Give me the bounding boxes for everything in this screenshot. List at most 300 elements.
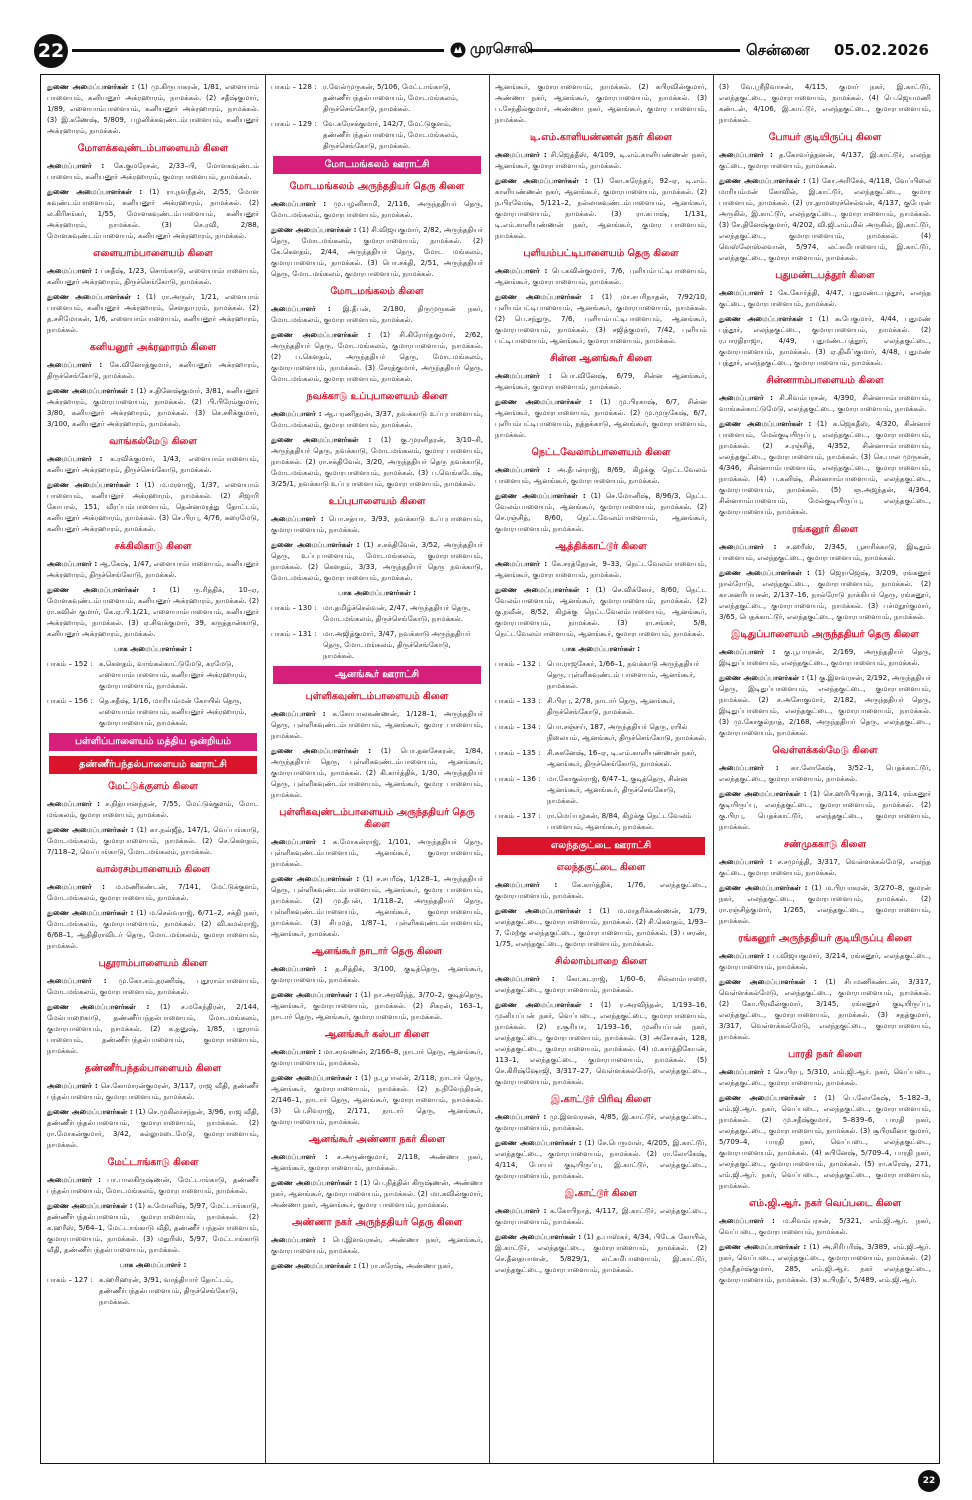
office-bearer-entry [271,963,483,985]
branch-heading: மேட்டுக்குளம் கிளை [108,781,198,792]
member-details: க.கோபாலகண்ணன், 1/128–1, அருந்ததியர் தெரு, புள்ளிகவுண்டம்பாளையம், ஆனங்கூர், குமார பாளையம், நாமக்கல். [271,709,483,740]
member-details: (1) ச.மகேந்திரன், 2/144, மேல்பாறைகாடு, தண்ணீர்பந்தல்பாளையம், மோடமங்கலம், குமாரபாளையம், நாமக்கல். (2) க.தனுஷ், 1/85, புதூராம் பாளையம், தண்ணீர்பந்தல்பாளையம், குமாரபாளையம், நாமக்கல். [47,1002,259,1055]
role-label: அமைப்பாளர் : [271,304,331,313]
booth-agent-text: க.ஹரிஹரன், 3/91, வாத்தியார் தோட்டம், தண்ணீர்பந்தல்பாளையம், திருச்செங்கோடு, நாமக்கல். [99,1275,238,1306]
booth-agents-subheading: பாக அமைப்பாளர்கள் : [338,588,416,597]
role-label: துணை அமைப்பாளர்கள் : [271,874,360,883]
member-details: ச.அருண்குமார், 2/118, அண்ணா நகர், ஆனங்கூர், குமாரபாளையம், நாமக்கல். [271,1152,483,1172]
office-bearer-entry [495,81,707,125]
member-details: மு.இளவரசன், 4/85, இ.காட்டூர், எலந்தகுட்டை, குமாரபாளையம், நாமக்கல். [495,1112,707,1132]
role-label: துணை அமைப்பாளர்கள் : [47,82,135,91]
paper-name: முரசொலி [470,41,533,57]
member-details: இ.தீபன், 2/180, திருமுருகன் நகர், மோடமங்கலம், குமாரபாளையம், நாமக்கல். [271,304,483,324]
column-3 [495,81,707,1457]
member-details: ச.நித்யானந்தன், 7/55, மேட்டுக்குளம், மோட மங்கலம், குமாரபாளையம், நாமக்கல். [47,799,259,819]
role-label: அமைப்பாளர் : [47,799,101,808]
member-details: ச.சமுர்த்தி, 3/317, வெள்ளக்கல்மேடு, எலந்த குட்டை, குமாரபாளையம், நாமக்கல். [719,857,931,877]
role-label: அமைப்பாளர் : [495,1206,547,1215]
member-details: கே.வினோத்குமார், கனியனூர் அக்ரஹாரம், திருச்செங்கோடு, நாமக்கல். [47,360,259,380]
branch-heading: தண்ணீர்பந்தல்பாளையம் கிளை [84,1063,222,1074]
member-details: (1) க.மோனிஷ், 5/97, மேட்டாங்காடு, தண்ணீர்பந்தல்பாளையம், குமாரபாளையம், நாமக்கல். (2) க.ஹரீஸ், 5/64–1, மேட்டாங்காடு வீதி, தண்ணீர் பந்தல்பாளையம், குமாரபாளையம், நாமக்கல். (3) மதுரிஸ், 5/97, மேட்டாங்காடு வீதி, தண்ணீர்பந்தல்பாளையம், நாமக்கல். [47,1201,259,1254]
office-bearer-entry [47,186,259,241]
booth-entry [271,628,483,661]
branch-heading: புதுமண்டபத்தூர் கிளை [775,270,875,281]
branch-heading: சக்கிலிகாடு கிளை [114,541,192,552]
newspaper-logo-icon [450,42,466,58]
branch-heading: நெட்டவேலாம்பாளையம் கிளை [531,447,671,458]
member-details: (1) ம.மரளாஜ், 1/37, எளையாம் பாளையம், கனியனூர் அக்ரஹாரம், நாமக்கல். (2) சிஜாரி கோபால், 151, வீரப்பம்பாளையம், தென்னமரத்து தோட்டம், கனியனூர் அக்ரஹாரம், நாமக்கல். (3) செ.பிரபு, 4/76, கரைமேடு, கனியனூர் அக்ரஹாரம், நாமக்கல். [47,480,259,533]
branch-heading: மோடமங்கலம் அருந்ததியர் தெரு கிளை [289,181,465,192]
office-bearer-entry [271,989,483,1022]
masthead [22,34,950,68]
booth-agents-subheading: பாக அமைப்பாளர்கள் : [114,644,192,653]
member-details: ஆ.பரணிதரன், 3/37, நவக்காடு உப்புபாளையம், மோடமங்கலம், குமாரபாளையம், நாமக்கல். [271,409,483,429]
branch-heading: வால்ரசம்பாளையம் கிளை [96,864,210,875]
booth-agent-text: தெ.சதீஷ், 1/16, மாரியம்மன் கோயில் தெரு, எளையாம்பாளையம், கனியனூர் அக்ரஹாரம், குமாரபாளையம், நாமக்கல். [99,696,247,727]
office-bearer-entry [495,1231,707,1275]
page-number-badge: 22 [34,34,68,68]
office-bearer-entry [719,672,931,738]
section-banner: எலந்தகுட்டை ஊராட்சி [497,837,705,855]
branch-heading: புளியம்பட்டிபாளையம் தெரு கிளை [523,248,679,259]
member-details: ப.விஜயகுமார், 3/214, ரங்கனூர், எலந்தகுட்டை, குமாரபாளையம், நாமக்கல். [719,951,931,971]
booth-number: பாகம் – 134 : [495,722,541,731]
member-details: (1) நா.அரவிந்த், 3/70–2, குடித்தெரு, ஆனங்கூர், குமாரபாளையம், நாமக்கல். (2) சிகரன், 163–1, நாடார் தெரு, ஆனங்கூர், குமாரபாளையம், நாமக்கல். [271,990,483,1021]
member-details: பொ.வினேஷ், 6/79, சின்ன ஆனங்கூர், ஆனங்கூர், குமாரபாளையம், நாமக்கல். [495,371,707,391]
role-label: துணை அமைப்பாளர்கள் : [271,990,358,999]
member-details: செ.பிரபு, 5/310, எம்.ஜி.ஆர். நகர், வெப்படை, எலந்தகுட்டை, குமாரபாளையம், நாமக்கல். [719,1067,931,1087]
branch-heading: இ.காட்டூர் பிரிவு கிளை [550,1094,652,1105]
office-bearer-entry [47,479,259,534]
office-bearer-entry [719,541,931,563]
role-label: துணை அமைப்பாளர்கள் : [495,585,589,594]
member-details: (1) ரா.கரேஷ், அண்ணா நகர், [358,1261,454,1270]
branch-heading: இ.காட்டூர் கிளை [564,1188,638,1199]
role-label: அமைப்பாளர் : [47,882,106,891]
role-label: அமைப்பாளர் : [495,974,555,983]
branch-heading: சில்லாம்பாறை கிளை [555,956,647,967]
role-label: துணை அமைப்பாளர்கள் : [47,1107,133,1116]
role-label: துணை அமைப்பாளர்கள் : [271,1073,358,1082]
role-label: துணை அமைப்பாளர்கள் : [495,397,593,406]
office-bearer-entry [271,224,483,279]
office-bearer-entry [495,558,707,580]
office-bearer-entry [495,1137,707,1181]
member-details: ஆ.கேஷ், 1/47, எளையாம்பாளையம், கனியனூர் அக்ரஹாரம், திருச்செங்கோடு, நாமக்கல். [47,559,259,579]
role-label: அமைப்பாளர் : [495,880,558,889]
office-bearer-entry [719,1092,931,1191]
role-label: அமைப்பாளர் : [47,1081,98,1090]
booth-number: பாகம் – 129 : [271,119,317,128]
booth-agent-text: ர.வேல்முருகன், 5/106, மேட்டாங்காடு, தண்ணீர்பந்தல்பாளையம், மோடமங்கலம், திருச்செங்கோடு, நாமக்கல். [323,82,459,113]
member-details: (1) மு.கிருபாகரன், 1/81, எளையாம் பாளையம், கனியனூர் அக்ரஹாரம், நாமக்கல். (2) சதீஷ்குமார், 1/89, எளையாம்பாளையம், கனியனூர் அக்ரஹாரம், நாமக்கல். (3) இ.கணேஷ், 5/809, பழனிக்கவுண்டம்பாளையம், கனியனூர் அக்ரஹாரம், நாமக்கல். [47,82,259,135]
office-bearer-entry [719,392,931,414]
member-details: (1) ம.மாதரிக்கண்ணன், 1/79, எலந்தகுட்டை, குமாரபாளையம், நாமக்கல். (2) சி.கௌதம், 1/93–7, மேற்கு எலந்தகுட்டை, குமாரபாளையம், நாமக்கல். (3) பசரண், 1/75, எலந்தகுட்டை, குமாரபாளையம், நாமக்கல். [495,906,707,948]
column-1 [47,81,259,1457]
branch-heading: போயர் குடியிருப்பு கிளை [768,132,882,143]
office-bearer-entry [47,359,259,381]
office-bearer-entry [719,856,931,878]
member-details: (1) ச.சக்திவேல், 3/52, அருந்ததியர் தெரு, உப்புபாளையம், மோடமங்கலம், குமாரபாளையம், நாமக்கல். (2) கௌதம், 3/33, அருந்ததியர் தெரு நவக்காடு, மோடமங்கலம், குமாரபாளையம், நாமக்கல். [271,540,483,582]
office-bearer-entry [719,287,931,309]
member-details: பொ.சத்யா, 3/93, நவக்காடு உப்புபாளையம், குமாரபாளையம், நாமக்கல். [271,514,483,534]
role-label: அமைப்பாளர் : [719,647,776,656]
branch-heading: ரங்கனூர் அருந்ததியர் குடியிருப்பு கிளை [738,933,912,944]
member-details: (1) சே.பெருமாள், 4/205, இ.காட்டூர், எலந்தகுட்டை, குமாரபாளையம், நாமக்கல். (2) ரா.லோகேஷ், 4/114, போயர் குடியிருப்பு, இ.காட்டூர், எலந்தகுட்டை, குமாரபாளையம், நாமக்கல். [495,1138,707,1180]
branch-heading: சின்னாாம்பாளையம் கிளை [766,375,884,386]
office-bearer-entry [271,303,483,325]
member-details: ச.ஹரீஸ், 2/345, பூசாரிக்காடு, இடிதும் பாளையம், எலந்தகுட்டை, குமாரபாளையம், நாமக்கல். [719,542,931,562]
role-label: துணை அமைப்பாளர்கள் : [719,314,813,323]
booth-number: பாகம் – 130 : [271,603,317,612]
booth-entry [47,695,259,728]
office-bearer-entry [719,1241,931,1285]
role-label: துணை அமைப்பாளர்கள் : [271,435,372,444]
member-details: மு.பழனிசாமி, 2/116, அருந்ததியர் தெரு, மோடமங்கலம், குமாரபாளையம், நாமக்கல். [271,199,483,219]
role-label: துணை அமைப்பாளர்கள் : [495,906,592,915]
member-details: (1) ரு.ரித்திக், 10–ஏ, மோளகவுண்டம்பாளையம், கனியனூர் அக்ரஹாரம், நாமக்கல். (2) ரா.கவின் குமார், கே.ஏ.பி.1/21, எளையாம்பாளையம், கனியனூர் அக்ரஹாரம், நாமக்கல். (3) ஏ.சிவக்குமார், 39, கருத்தான்காடு, கனியனூர் அக்ரஹாரம், நாமக்கல். [47,585,259,638]
role-label: துணை அமைப்பாளர்கள் : [47,187,143,196]
office-bearer-entry [47,975,259,997]
member-details: (1) கு.இளவரசன், 2/192, அருந்ததியர் தெரு, இடிதுப்பாளையம், எலந்தகுட்டை, குமாரபாளையம், நாமக்கல். (2) ச.அசோகுமார், 2/182, அருந்ததியர் தெரு, இடிதுப்பாளையம், எலந்தகுட்டை, குமாரபாளையம், நாமக்கல். (3) மு.கோகுல்நாத், 2/168, அருந்ததியர் தெரு, எலந்தகுட்டை, குமாரபாளையம், நாமக்கல். [719,673,931,737]
role-label: துணை அமைப்பாளர்கள் : [719,789,807,798]
booth-agent-text: பொ.சஞ்சய், 187, அருந்ததியர் தெரு, ரயில் நிலையம், ஆனங்கூர், திருச்செங்கோடு, நாமக்கல். [547,722,707,742]
role-label: அமைப்பாளர் : [719,150,773,159]
office-bearer-entry [271,1234,483,1256]
role-label: அமைப்பாளர் : [271,1047,322,1056]
branch-heading: ஆனங்கூர் நாடார் தெரு கிளை [311,946,443,957]
member-details: (3) வே.ஸ்ரீநிவாசன், 4/115, குமார் நகர், இ.காட்டூர், எலந்தகுட்டை, குமாரபாளையம், நாமக்கல். (4) பெ.ஜெயமணி கண்டன், 4/106, இ.காட்டூர், எலந்தகுட்டை, குமாரபாளையம், நாமக்கல். [719,82,931,124]
role-label: அமைப்பாளர் : [47,559,98,568]
member-details: (1) செ.மோனிஷ், 8/96/3, நெட்ட வேலம்பாளையம், ஆனங்கூர், குமாரபாளையம், நாமக்கல். (2) செ.ரஞ்சித், 8/60, நெட்டவேலம்பாளையம், ஆனங்கூர், குமாரபாளையம், நாமக்கல். [495,491,707,533]
member-details: (1) கோ.சுரேந்தர், 92–ஏ, டி.எம். காளியண்ணன் நகர், ஆனங்கூர், குமாரபாளையம், நாமக்கல். (2) ந.பிரவேஷ், 5/121–2, நல்லாகவுண்டம்பாளையம், ஆனங்கூர், குமாரபாளையம், நாமக்கல். (3) ரா.கபாஷ், 1/131, டி.எம்.காளியண்ணன் நகர், ஆனங்கூர், குமார பாளையம், நாமக்கல். [495,176,707,240]
role-label: அமைப்பாளர் : [719,393,774,402]
office-bearer-entry [271,873,483,939]
branch-heading: புள்ளிகவுண்டம்பாளையம் கிளை [305,691,449,702]
booth-entry [47,658,259,691]
article-frame [40,74,940,1464]
branch-heading: பாரதி நகர் கிளை [788,1049,862,1060]
office-bearer-entry [719,1066,931,1088]
role-label: அமைப்பாளர் : [47,360,103,369]
branch-heading: நவக்காடு உப்புபாளையம் கிளை [306,391,448,402]
office-bearer-entry [495,265,707,287]
role-label: துணை அமைப்பாளர்கள் : [47,480,139,489]
member-details: (1) கூபேகுமார், 4/44, புதுமண் புத்தூர், எலந்தகுட்டை, குமாரபாளையம், நாமக்கல். (2) ர.பாரதிராஜா, 4/49, புதுமண்டபத்தூர், எலந்தகுட்டை, குமாரபாளையம், நாமக்கல். (3) ஏ.திலீப்குமார், 4/48, புதுமண் புத்தூர், எலந்தகுட்டை, குமாரபாளையம், நாமக்கல். [719,314,931,367]
booth-entry [271,81,483,114]
role-label: அமைப்பாளர் : [719,1067,771,1076]
booth-agent-text: மா.தமிழ்ச்செல்வன், 2/47, அருந்ததியர் தெரு, மோடமங்கலம், திருச்செங்கோடு, நாமக்கல். [323,603,471,623]
office-bearer-entry [47,291,259,335]
role-label: துணை அமைப்பாளர்கள் : [271,746,372,755]
office-bearer-entry [271,434,483,489]
role-label: அமைப்பாளர் : [719,288,773,297]
booth-agent-text: க.கௌதம், வாங்கல்காட்டுமேடு, கரமேடு, எளையாம்பாளையம், கனியனூர் அக்ரஹாரம், குமாரபாளையம், நாமக்கல். [99,659,247,690]
role-label: துணை அமைப்பாளர்கள் : [495,176,588,185]
booth-entry [271,602,483,624]
role-label: அமைப்பாளர் : [719,951,770,960]
role-label: அமைப்பாளர் : [495,465,551,474]
booth-agent-text: பொ.ராஜசேகர், 1/66–1, நவக்காடு அருந்ததியர் தெரு, புள்ளிகவுண்டம் பாளையம், ஆனங்கூர், நாமக்கல். [547,659,700,690]
booth-agent-text: சி.பிரபு, 2/78, நாடார் தெரு, ஆனங்கூர், திருச்செங்கோடு, நாமக்கல். [547,696,676,716]
role-label: அமைப்பாளர் : [271,709,326,718]
edition-date: 05.02.2026 [834,41,929,59]
booth-agent-text: ரா.மெய்யழகன், 8/84, கிழக்கு நெட்டவேலம் பாளையம், ஆனங்கூர், நாமக்கல். [547,811,692,831]
member-details: பெ.கவின்குமார், 7/6, புளியம்பட்டிபாளையம், ஆனங்கூர், குமாரபாளையம், நாமக்கல். [495,266,707,286]
member-details: (1) ரா.நவநீதன், 2/55, மோள கவுண்டம்பாளையம், கனியனூர் அக்ரஹாரம், நாமக்கல். (2) ல.கிரிசங்கர், 1/55, மோளகவுண்டம்பாளையம், கனியனூர் அக்ரஹாரம், நாமக்கல். (3) செ.ரவி, 2/88, மோளகவுண்டம்பாளையம், கனியனூர் அக்ரஹாரம், நாமக்கல். [47,187,259,240]
member-details: (1) பெ.நித்தின் கிருஷ்ணன், அண்ணா நகர், ஆனங்கூர், குமாரபாளையம், நாமக்கல். (2) மா.கவின்குமார், அண்ணா நகர், ஆனங்கூர், குமார பாளையம், நாமக்கல். [271,1178,483,1209]
member-details: (1) பொ.தனசேகரன், 1/84, அருந்ததியர் தெரு, புள்ளிகவுண்டம்பாளையம், ஆனங்கூர், குமாரபாளையம், நாமக்கல். (2) கி.கார்த்திக், 1/30, அருந்ததியர் தெரு, புள்ளிகவுண்டம்பாளையம், ஆனங்கூர், குமார பாளையம், நாமக்கல். [271,746,483,799]
role-label: அமைப்பாளர் : [719,542,777,551]
column-4 [719,81,931,1457]
office-bearer-entry [47,798,259,820]
member-details: த.கோவர்த்தனன், 4/137, இ.காட்டூர், எலந்த குட்டை, குமாரபாளையம், நாமக்கல். [719,150,931,170]
member-details: கு.பூபாரசன், 2/169, அருந்ததியர் தெரு, இடிதுப்பாளையம், எலந்தகுட்டை, குமாரபாளையம், நாமக்கல். [719,647,931,667]
booth-number: பாகம் – 133 : [495,696,541,705]
office-bearer-entry [271,836,483,869]
booth-number: பாகம் – 156 : [47,696,93,705]
member-details: (1) மா.சபரிநாதன், 7/92/10, புளியம்பட்டிபாளையம், ஆனங்கூர், குமாரபாளையம், நாமக்கல். (2) பெ.சந்துரு, 7/6, புளியம்பட்டிபாளையம், ஆனங்கூர், குமாரபாளையம், நாமக்கல். (3) சஜித்குமார், 7/42, புளியம் பட்டிபாளையம், ஆனங்கூர், குமாரபாளையம், நாமக்கல். [495,292,707,345]
member-details: கோ.கடராஜ், 1/60–6, சில்லாம்பாறை, எலந்தகுட்டை, குமாரபாளையம், நாமக்கல். [495,974,707,994]
member-details: (1) சிபமணிகண்டன், 3/317, வெள்ளக்கல்மேடு, எலந்தகுட்டை, குமாரபாளையம், நாமக்கல். (2) கோ.பிரவீன்குமார், 3/145, ரங்கனூர் குடியிருப்பு, எலந்தகுட்டை, குமாரபாளையம், நாமக்கல். (3) சதத்குமார், 3/317, வெள்ளக்கல்மேடு, எலந்தகுட்டை, குமாரபாளையம், நாமக்கல். [719,977,931,1041]
role-label: துணை அமைப்பாளர்கள் : [719,977,817,986]
member-details: (1) ச.சபரீஷ், 1/128–1, அருந்ததியர் தெரு, புள்ளிகவுண்டம்பாளையம், ஆனங்கூர், குமார பாளையம், நாமக்கல். (2) மு.தீபன், 1/118–2, அருந்ததியர் தெரு, புள்ளிகவுண்டம்பாளையம், ஆனங்கூர், குமாரபாளையம், நாமக்கல். (3) சிபுமத், 1/87–1, புள்ளிகவுண்டம்பாளையம், ஆனங்கூர், நாமக்கல். [271,874,483,938]
role-label: அமைப்பாளர் : [271,964,327,973]
branch-heading: ரங்கனூர் கிளை [791,524,858,535]
office-bearer-entry [719,950,931,972]
office-bearer-entry [495,490,707,534]
role-label: அமைப்பாளர் : [271,514,324,523]
member-details: (1) கு.முரளிதரன், 3/10–சி, அருந்ததியர் தெரு, நவக்காடு, மோடமங்கலம், குமார பாளையம், நாமக்கல். (2) ரா.சக்திவேல், 3/20, அருந்ததியர் தெரு நவக்காடு, மோடமங்கலம், குமாரபாளையம், நாமக்கல். (3) ப.வெங்கடேஷ், 3/25/1, நவக்காடு உப்புபாளையம், குமாரபாளையம், நாமக்கல். [271,435,483,488]
role-label: துணை அமைப்பாளர்கள் : [47,585,156,594]
member-details: (1) ச.தினேஷ்குமார், 3/81, கனியனூர் அக்ரஹாரம், குமாரபாளையம், நாமக்கல். (2) பி.பிரேம்குமார், 3/80, கனியனூர் அக்ரஹாரம், நாமக்கல். (3) செ.சசிக்குமார், 3/100, கனியனூர் அக்ரஹாரம், நாமக்கல். [47,386,259,428]
role-label: துணை அமைப்பாளர்கள் : [271,540,360,549]
office-bearer-entry [271,1260,483,1271]
member-details: பா.பாலகிருஷ்ணன், மேட்டாங்காடு, தண்ணீர் பந்தல்பாளையம், மோடமங்கலம், குமாரபாளையம், நாமக்கல். [47,1175,259,1195]
role-label: துணை அமைப்பாளர்கள் : [495,292,594,301]
member-details: (1) ந.பூபாலன், 2/118, நாடார் தெரு, ஆனங்கூர், குமாரபாளையம், நாமக்கல். (2) ந.நிவேந்திரன், 2/146–1, நாடார் தெரு, ஆனங்கூர், குமாரபாளையம், நாமக்கல். (3) பெ.சிவராஜ், 2/171, நாடார் தெரு, ஆனங்கூர், குமாரபாளையம், நாமக்கல். [271,1073,483,1126]
office-bearer-entry [495,879,707,901]
member-details: சி.ஜெத்தீஸ், 4/109, டி.எம்.காளியண்ணன் நகர், ஆனங்கூர், குமாரபாளையம், நாமக்கல். [495,150,707,170]
booth-number: பாகம் – 137 : [495,811,541,820]
member-details: (1) சி.விஜயகுமார், 2/82, அருந்ததியர் தெரு, மோடமங்கலம், குமாரபாளையம், நாமக்கல். (2) கே.கௌதம், 2/44, அருந்ததியர் தெரு, மோட மங்கலம், குமாரபாளையம், நாமக்கல். (3) பொ.சக்தி, 2/51, அருந்ததியர் தெரு, மோடமங்கலம், குமாரபாளையம், நாமக்கல். [271,225,483,278]
office-bearer-entry [719,762,931,784]
booth-entry [495,773,707,806]
booth-agent-text: மா.கோகுல்ராஜ், 6/47–1, குடித்தெரு, சின்ன ஆனங்கூர், ஆனங்கூர், திருச்செங்கோடு, நாமக்கல். [547,774,688,805]
role-label: துணை அமைப்பாளர்கள் : [271,225,357,234]
member-details: க.கோபிநாத், 4/117, இ.காட்டூர், எலந்தகுட்டை, குமாரபாளையம், நாமக்கல். [495,1206,707,1226]
role-label: அமைப்பாளர் : [47,161,105,170]
role-label: துணை அமைப்பாளர்கள் : [47,825,134,834]
section-banner: மோடமங்கலம் ஊராட்சி [273,156,481,174]
office-bearer-entry [719,646,931,668]
branch-heading: வெள்ளக்கல்மேடு கிளை [772,745,878,756]
member-details: (1) ம.செல்வராஜ், 6/71–2, சக்தி நகர், மோடமங்கலம், குமாரபாளையம், நாமக்கல். (2) வி.கமல்ராஜ், 6/68–1, ஆதிதிராவிடர் தெரு, மோடமங்கலம், குமாரபாளையம், நாமக்கல். [47,908,259,950]
booth-agents-subheading: பாக அமைப்பாளர் : [119,1260,187,1269]
booth-entry [47,1274,259,1307]
member-details: கே.சரத்தேரன், 9–33, நெட்டவேலம்பாளையம், ஆனங்கூர், குமாரபாளையம், நாமக்கல். [495,559,707,579]
member-details: (1) செ.விக்னேர், 8/60, நெட்ட வேலம்பாளையம், ஆனங்கூர், குமாரபாளையம், நாமக்கல். (2) கு.நவீன், 8/52, கிழக்கு நெட்டவேலம்பாளையம், ஆனங்கூர், குமாரபாளையம், நாமக்கல். (3) ரா.சங்கர், 5/8, நெட்டவேலம்பாளையம், ஆனங்கூர், குமாரபாளையம், நாமக்கல். [495,585,707,638]
office-bearer-entry [495,370,707,392]
member-details: கே.கார்த்திக், 1/76, எலந்தகுட்டை, குமாரபாளையம், நாமக்கல். [495,880,707,900]
office-bearer-entry [719,149,931,171]
booth-number: பாகம் – 132 : [495,659,541,668]
column-divider [713,75,714,1463]
booth-number: பாகம் – 152 : [47,659,93,668]
role-label: அமைப்பாளர் : [271,409,322,418]
office-bearer-entry [271,513,483,535]
branch-heading: மோளக்கவுண்டம்பாளையம் கிளை [77,143,229,154]
office-bearer-entry [47,824,259,857]
member-details: (1) பெ.லோகேஷ், 5–182–3, எம்.ஜி.ஆர். நகர், வெப்படை, எலந்தகுட்டை, குமாரபாளையம், நாமக்கல். (2) மு.சதீஷ்குமார், 5–839–6, பாரதி நகர், எலந்தகுட்டை, குமாரபாளையம், நாமக்கல். (3) சூபிரவீனா குமார், 5/709–4, பாரதி நகர், வெப்படை, எலந்தகுட்டை, குமாரபாளையம், நாமக்கல். (4) சுபினேஷ், 5/709–4, பாரதி நகர், எலந்தகுட்டை, குமாரபாளையம், நாமக்கல். (5) ரா.கரேஷ், 271, எம்.ஜி.ஆர். நகர், வெப்படை, எலந்தகுட்டை, குமாரபாளையம், நாமக்கல். [719,1093,931,1190]
branch-heading: எம்.ஜி.ஆர். நகர் வெப்படை கிளை [748,1198,902,1209]
booth-number: பாகம் – 131 : [271,629,317,638]
branch-heading: எளையாம்பாளையம் கிளை [93,248,213,259]
member-details: கே.கோர்த்தி, 4/47, புதுமண்டபத்தூர், எலந்த குட்டை, குமாரபாளையம், நாமக்கல். [719,288,931,308]
member-details: (1) செ.ஹரிபிரசாத், 3/114, ரங்கனூர் குடியிருப்பு, எலந்தகுட்டை, குமாரபாளையம், நாமக்கல். (2) கு.பிரபு, பெதக்காட்டூர், எலந்தகுட்டை, குமாரபாளையம், நாமக்கல். [719,789,931,831]
member-details: (1) ஜெராஜெஷ், 3/209, ரங்கனூர் நால்ரோடு, எலந்தகுட்டை, குமாரபாளையம், நாமக்கல். (2) கா.கனரிபயசன், 2/137–16, நால்ரோடு நாக்கியர் தெரு, ரங்கனூர், எலந்தகுட்டை, குமாரபாளையம், நாமக்கல். (3) பச்மநூர்குமார், 3/65, பெதக்காட்டூர், எலந்தகுட்டை, குமாரபாளையம், நாமக்கல். [719,568,931,621]
office-bearer-entry [719,976,931,1042]
office-bearer-entry [495,175,707,241]
office-bearer-entry [47,1001,259,1056]
role-label: அமைப்பாளர் : [495,371,552,380]
office-bearer-entry [47,558,259,580]
office-bearer-entry [271,745,483,800]
role-label: அமைப்பாளர் : [719,1216,775,1225]
branch-heading: டி.எம்.காளியண்ணன் நகர் கிளை [529,132,672,143]
booth-number: பாகம் – 128 : [271,82,317,91]
role-label: துணை அமைப்பாளர்கள் : [271,1261,357,1270]
booth-number: பாகம் – 135 : [495,748,541,757]
edition-city: சென்னை [746,41,810,59]
role-label: அமைப்பாளர் : [495,1112,547,1121]
office-bearer-entry [271,708,483,741]
branch-heading: மோடமங்கலம் கிளை [330,286,424,297]
office-bearer-entry [47,265,259,287]
member-details: க.மோகன்ராஜ், 1/101, அருந்ததியர் தெரு, புள்ளிகவுண்டம்பாளையம், ஆனங்கூர், குமாரபாளையம், நாமக்கல். [271,837,483,868]
office-bearer-entry [47,1200,259,1255]
role-label: அமைப்பாளர் : [495,266,548,275]
office-bearer-entry [47,453,259,475]
booth-entry [271,118,483,151]
branch-heading: இடிதுப்பாளையம் அருந்ததியர் தெரு கிளை [731,629,919,640]
office-bearer-entry [271,1046,483,1068]
office-bearer-entry [271,329,483,384]
office-bearer-entry [271,1177,483,1210]
office-bearer-entry [495,396,707,440]
office-bearer-entry [719,788,931,832]
section-banner: ஆனங்கூர் ஊராட்சி [273,666,481,684]
office-bearer-entry [495,149,707,171]
member-details: க.ரவிக்குமார், 1/43, எளையாம்பாளையம், கனியனூர் அக்ரஹாரம், திருச்செங்கோடு, நாமக்கல். [47,454,259,474]
section-banner: பள்ளிப்பாளையம் மத்திய ஒன்றியம் [49,733,257,751]
role-label: துணை அமைப்பாளர்கள் : [719,1093,817,1102]
office-bearer-entry [719,81,931,125]
column-2 [271,81,483,1457]
role-label: அமைப்பாளர் : [271,1235,326,1244]
branch-heading: ஆனங்கூர் கஸ்பா கிளை [324,1029,430,1040]
role-label: துணை அமைப்பாளர்கள் : [495,1232,582,1241]
member-details: (1) த.பாஸ்கர், 4/34, பிடேசு கோயில், இ.காட்டூர், எலந்தகுட்டை, குமாரபாளையம், நாமக்கல். (2) செ.தீனதயாளன், 5/829/1, லட்சுமிபாளையம், இ.காட்டூர், எலந்தகுட்டை, குமாரபாளையம், நாமக்கல். [495,1232,707,1274]
office-bearer-entry [495,905,707,949]
member-details: சி.சிவம்பரசன், 4/390, சின்னாாம்பாளையம், வாங்கல்காட்டுமேடு, எலந்தகுட்டை, குமாரபாளையம், நாமக்கல். [719,393,931,413]
role-label: துணை அமைப்பாளர்கள் : [47,908,134,917]
office-bearer-entry [47,160,259,182]
role-label: துணை அமைப்பாளர்கள் : [495,491,586,500]
office-bearer-entry [719,567,931,622]
office-bearer-entry [495,999,707,1087]
footer-page-number: 22 [918,1470,940,1492]
office-bearer-entry [47,1106,259,1150]
member-details: மா.சரவணன், 2/166–8, நாடார் தெரு, ஆனங்கூர், குமாரபாளையம், நாமக்கல். [271,1047,483,1067]
booth-number: பாகம் – 127 : [47,1275,93,1284]
role-label: அமைப்பாளர் : [495,559,548,568]
role-label: அமைப்பாளர் : [47,454,103,463]
office-bearer-entry [719,313,931,368]
member-details: (1) க.ஜெகதீஸ், 4/320, சின்னார் பாளையம், மேல்குடியிருப்பு, எலந்தகுட்டை, குமாரபாளையம், நாமக்கல். (2) ச.ரஞ்சித், 4/352, சின்னாாம்பாளையம், எலந்தகுட்டை, குமாரபாளையம், நாமக்கல். (3) செ.பால முருகன், 4/346, சின்னாாம்பாளையம், எலந்தகுட்டை, குமாரபாளையம், நாமக்கல். (4) ப.கனிஷ், சின்னாாம்பாளையம், எலந்தகுட்டை, குமாரபாளையம், நாமக்கல். (5) ஞ.அஜந்தன், 4/364, சின்னாாம்பாளையம், மேல்குடியிருப்பு, எலந்தகுட்டை, குமாரபாளையம், நாமக்கல். [719,419,931,516]
member-details: கே.குமரேசன், 2/33–பி, மோளகவுண்டம் பாளையம், கனியனூர் அக்ரஹாரம், குமாரபாளையம், நாமக்கல். [47,161,259,181]
office-bearer-entry [495,584,707,639]
booth-entry [495,810,707,832]
role-label: துணை அமைப்பாளர்கள் : [495,1138,582,1147]
member-details: (1) ரா.அருள், 1/21, எளையாம் பாளையம், கனியனூர் அக்ரஹாரம், சௌதாபுரம், நாமக்கல். (2) த.சசிமோகன், 1/6, எளையாம்பாளையம், கனியனூர் அக்ரஹாரம், நாமக்கல். [47,292,259,334]
office-bearer-entry [495,1205,707,1227]
role-label: துணை அமைப்பாளர்கள் : [495,1000,593,1009]
office-bearer-entry [719,882,931,926]
office-bearer-entry [495,973,707,995]
role-label: துணை அமைப்பாளர்கள் : [719,883,808,892]
member-details: ஆனங்கூர், குமாரபாளையம், நாமக்கல். (2) கபிரவின்குமார், அண்ணா நகர், ஆனங்கூர், குமாரபாளையம், நாமக்கல். (3) ப.சேந்தில்குமார், அண்ணா நகர், ஆனங்கூர், குமார பாளையம், நாமக்கல். [495,82,707,124]
branch-heading: சண்முககாடு கிளை [783,839,867,850]
branch-heading: புள்ளிகவுண்டம்பாளையம் அருந்ததியர் தெரு கிளை [279,807,475,830]
member-details: ம.சிவம்பரசன், 5/321, எம்.ஜி.ஆர். நகர், வெப்படை, குமாரபாளையம், நாமக்கல். [719,1216,931,1236]
office-bearer-entry [271,1072,483,1127]
role-label: அமைப்பாளர் : [47,1175,101,1184]
role-label: அமைப்பாளர் : [47,976,107,985]
branch-heading: கனியனூர் அக்ரஹாரம் கிளை [89,342,217,353]
booth-entry [495,658,707,691]
member-details: அ.தீபன்ராஜ், 8/69, கிழக்கு நெட்டவேலம் பாளையம், ஆனங்கூர், குமாரபாளையம், நாமக்கல். [495,465,707,485]
booth-agent-text: சி.சுகனேஷ், 16–ஏ, டி.எம்.காளியண்ணன் நகர், ஆனங்கூர், திருச்செங்கோடு, நாமக்கல். [547,748,697,768]
role-label: துணை அமைப்பாளர்கள் : [47,1201,133,1210]
role-label: துணை அமைப்பாளர்கள் : [719,1242,807,1251]
member-details: ம.மணிகண்டன், 7/141, மேட்டுக்குளம், மோடமங்கலம், குமாரபாளையம், நாமக்கல். [47,882,259,902]
role-label: துணை அமைப்பாளர்கள் : [271,330,371,339]
branch-heading: வாங்கல்மேடு கிளை [109,436,197,447]
booth-number: பாகம் – 136 : [495,774,541,783]
role-label: அமைப்பாளர் : [271,1152,328,1161]
member-details: (1) மு.பிரகாஷ், 6/7, சின்ன ஆனங்கூர், குமாரபாளையம், நாமக்கல். (2) மு.முருகேஷ், 6/7, புளியம்பட்டிபாளையம், நத்தக்காடு, ஆனங்கூர், குமாரபாளையம், நாமக்கல். [495,397,707,439]
office-bearer-entry [495,464,707,486]
office-bearer-entry [495,291,707,346]
masthead-rule-right [528,49,740,52]
member-details: (1) அ.சிரிபரிஷ், 3/389, எம்.ஜி.ஆர். நகர், வெப்படை, எலந்தகுட்டை, குமாரபாளையம், நாமக்கல். (2) முகநீதர்ஷ்குமார், 285, எம்.ஜி.ஆர். நகர் எலந்தகுட்டை, குமாரபாளையம், நாமக்கல். (3) க.பிரதீப், 5/489, எம்.ஜி.ஆர். [719,1242,931,1284]
member-details: பசுதீஷ், 1/23, சொங்காடு, எளையாம்பாளையம், கனியனூர் அக்ரஹாரம், திருச்செங்கோடு, நாமக்கல். [47,266,259,286]
role-label: துணை அமைப்பாளர்கள் : [719,176,806,185]
office-bearer-entry [495,1111,707,1133]
member-details: (1) செ.முகிலர்சந்தன், 3/96, ராஜ வீதி, தண்ணீர்பந்தல்பாளையம், குமாரபாளையம், நாமக்கல். (2) ரா.மோகன்குமார், 3/42, கல்லுமடைமேடு, குமாரபாளையம், நாமக்கல். [47,1107,259,1149]
booth-entry [495,695,707,717]
branch-heading: உப்புபாளையம் கிளை [328,496,426,507]
office-bearer-entry [271,1151,483,1173]
member-details: த.சித்திக், 3/100, குடித்தெரு, ஆனங்கூர், குமாரபாளையம், நாமக்கல். [271,964,483,984]
role-label: துணை அமைப்பாளர்கள் : [719,673,805,682]
member-details: கா.லோகேஷ், 3/52–1, பெதக்காட்டூர், எலந்தகுட்டை, குமாரபாளையம், நாமக்கல். [719,763,931,783]
office-bearer-entry [271,198,483,220]
role-label: அமைப்பாளர் : [719,857,773,866]
branch-heading: எலந்தகுட்டை கிளை [556,862,646,873]
column-divider [489,75,490,1463]
